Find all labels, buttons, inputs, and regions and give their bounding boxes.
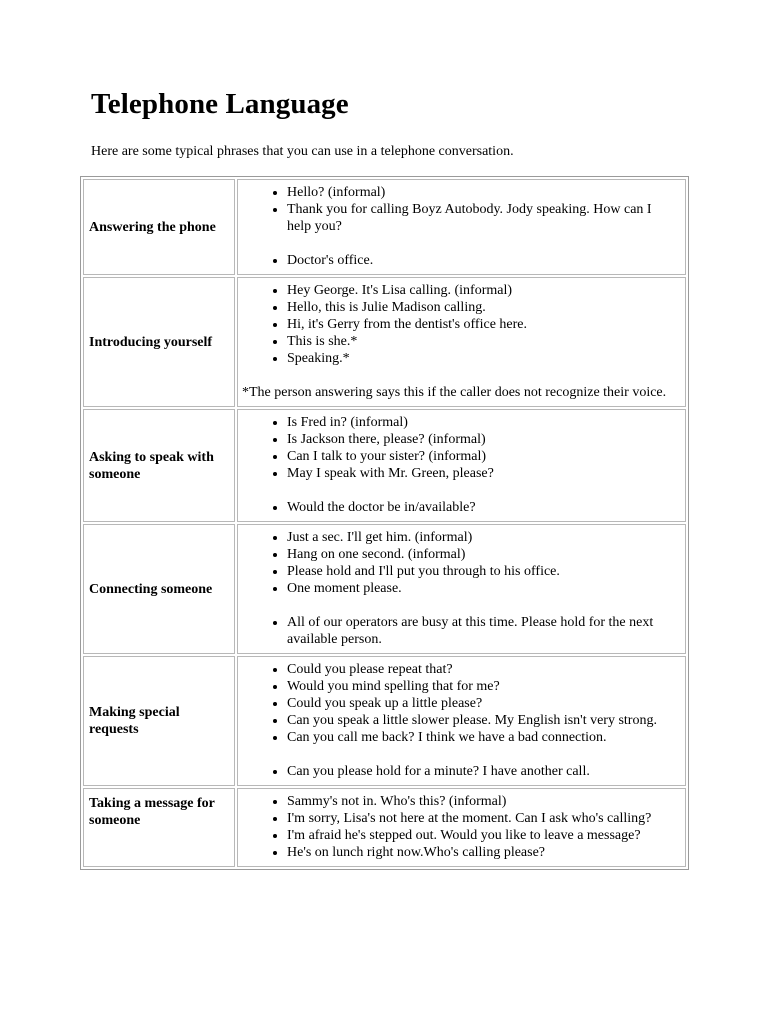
phrases-cell (237, 656, 686, 786)
table-row (83, 409, 686, 522)
phrase-item: • Hey George. It's Lisa calling. (informal) (287, 282, 679, 299)
table-row (83, 277, 686, 407)
phrase-item: • He's on lunch right now.Who's calling please? (287, 844, 679, 861)
phrases-cell (237, 524, 686, 654)
phrase-item: • Hello? (informal) (287, 184, 679, 201)
phrases-cell (237, 788, 686, 867)
table-row (83, 788, 686, 867)
phrase-item: • Can you speak a little slower please. My English isn't very strong. (287, 712, 679, 729)
page-title: Telephone Language (91, 88, 349, 120)
phrase-list (242, 529, 679, 597)
category-cell: Making special requests (83, 656, 235, 786)
phrases-cell (237, 277, 686, 407)
category-cell: Taking a message for someone (83, 788, 235, 867)
phrase-item: • Hello, this is Julie Madison calling. (287, 299, 679, 316)
table-row (83, 179, 686, 275)
phrases-table (80, 176, 689, 870)
phrase-list (242, 661, 679, 746)
phrase-item: • Hi, it's Gerry from the dentist's office here. (287, 316, 679, 333)
category-cell: Asking to speak with someone (83, 409, 235, 522)
phrase-item: • Please hold and I'll put you through to his office. (287, 563, 679, 580)
phrase-item: • Could you please repeat that? (287, 661, 679, 678)
phrase-list (242, 793, 679, 861)
category-cell: Introducing yourself (83, 277, 235, 407)
phrase-item: • I'm sorry, Lisa's not here at the moment. Can I ask who's calling? (287, 810, 679, 827)
phrase-list (242, 252, 679, 269)
phrase-item: • Is Jackson there, please? (informal) (287, 431, 679, 448)
category-cell: Connecting someone (83, 524, 235, 654)
phrase-item: • May I speak with Mr. Green, please? (287, 465, 679, 482)
phrase-item: • Hang on one second. (informal) (287, 546, 679, 563)
phrase-item: • Can you call me back? I think we have a bad connection. (287, 729, 679, 746)
phrase-item: • Sammy's not in. Who's this? (informal) (287, 793, 679, 810)
phrase-item: • All of our operators are busy at this time. Please hold for the next available person. (287, 614, 679, 648)
category-cell: Answering the phone (83, 179, 235, 275)
intro-text: Here are some typical phrases that you can use in a telephone conversation. (91, 144, 514, 159)
phrase-list (242, 184, 679, 235)
phrase-list (242, 763, 679, 780)
phrase-item: • Would you mind spelling that for me? (287, 678, 679, 695)
phrase-item: • Doctor's office. (287, 252, 679, 269)
phrase-item: • Could you speak up a little please? (287, 695, 679, 712)
phrase-item: • Just a sec. I'll get him. (informal) (287, 529, 679, 546)
phrase-list (242, 414, 679, 482)
phrase-item: • I'm afraid he's stepped out. Would you like to leave a message? (287, 827, 679, 844)
table-row (83, 524, 686, 654)
phrases-table-body (83, 179, 686, 867)
phrase-item: • This is she.* (287, 333, 679, 350)
phrase-item: • Speaking.* (287, 350, 679, 367)
phrase-item: • Is Fred in? (informal) (287, 414, 679, 431)
phrase-list (242, 499, 679, 516)
phrases-cell (237, 409, 686, 522)
table-row (83, 656, 686, 786)
footnote: *The person answering says this if the caller does not recognize their voice. (242, 385, 667, 400)
phrases-cell (237, 179, 686, 275)
phrase-item: • Can you please hold for a minute? I have another call. (287, 763, 679, 780)
phrase-list (242, 282, 679, 367)
phrase-list (242, 614, 679, 648)
phrase-item: • One moment please. (287, 580, 679, 597)
phrase-item: • Would the doctor be in/available? (287, 499, 679, 516)
phrase-item: • Thank you for calling Boyz Autobody. Jody speaking. How can I help you? (287, 201, 679, 235)
phrase-item: • Can I talk to your sister? (informal) (287, 448, 679, 465)
